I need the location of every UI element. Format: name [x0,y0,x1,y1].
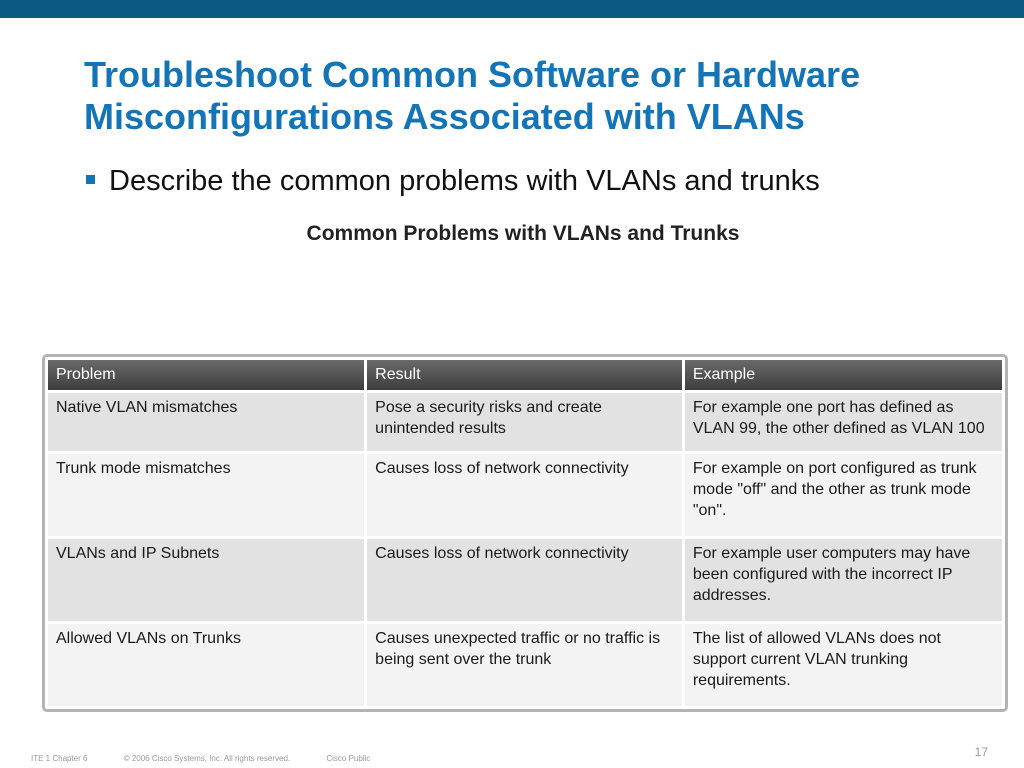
footer-chapter: ITE 1 Chapter 6 [31,754,88,763]
problems-table-frame [42,354,1008,712]
cell-example: For example user computers may have been configured with the incorrect IP addresses. [683,538,1002,623]
table-header-row [48,360,1002,392]
title-line-1: Troubleshoot Common Software or Hardware [84,54,861,95]
header-example: Example [683,360,1002,392]
square-bullet-icon [86,175,95,184]
header-problem: Problem [48,360,366,392]
bullet-text: Describe the common problems with VLANs and trunks [109,165,820,197]
cell-problem: Allowed VLANs on Trunks [48,623,366,706]
footer-copyright: © 2006 Cisco Systems, Inc. All rights reserved. [123,754,291,763]
footer [31,754,404,763]
cell-problem: VLANs and IP Subnets [48,538,366,623]
table-row [48,538,1002,623]
header-result: Result [366,360,684,392]
cell-problem: Trunk mode mismatches [48,452,366,537]
footer-classification: Cisco Public [326,754,371,763]
cell-result: Causes loss of network connectivity [366,538,684,623]
table-row [48,452,1002,537]
table-title: Common Problems with VLANs and Trunks [306,222,740,245]
table-row [48,392,1002,453]
table-row [48,623,1002,706]
page-number: 17 [974,745,988,759]
cell-example: The list of allowed VLANs does not support current VLAN trunking requirements. [683,623,1002,706]
bullet-point [84,164,984,198]
cell-problem: Native VLAN mismatches [48,392,366,453]
cell-result: Causes unexpected traffic or no traffic is being sent over the trunk [366,623,684,706]
top-band [0,0,1024,18]
problems-table [48,360,1002,706]
slide-title [84,54,1004,138]
cell-result: Pose a security risks and create unintended results [366,392,684,453]
title-line-2: Misconfigurations Associated with VLANs [84,96,805,137]
cell-result: Causes loss of network connectivity [366,452,684,537]
cell-example: For example one port has defined as VLAN 99, the other defined as VLAN 100 [683,392,1002,453]
cell-example: For example on port configured as trunk mode "off" and the other as trunk mode "on". [683,452,1002,537]
